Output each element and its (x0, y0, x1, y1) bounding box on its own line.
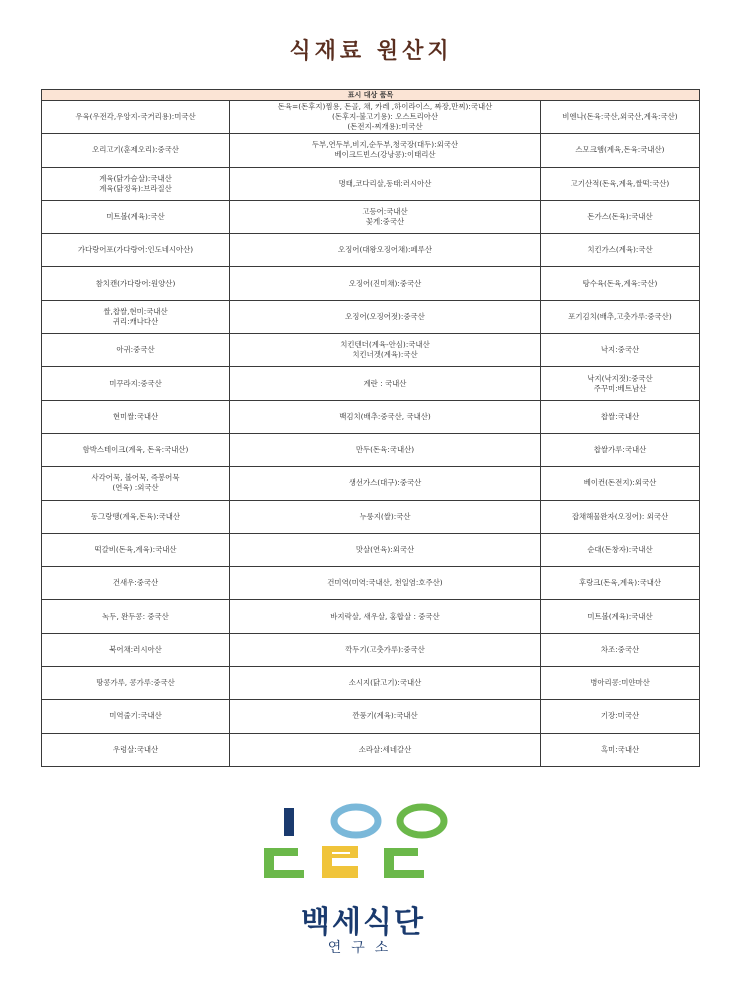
table-cell: 북어채:러시아산 (42, 633, 230, 666)
table-cell: 건미역(미역:국내산, 천일염:호주산) (230, 567, 541, 600)
table-cell: 미꾸라지:중국산 (42, 367, 230, 400)
table-cell: 우육(우전각,우앙지-국거리용):미국산 (42, 101, 230, 134)
table-cell: 떡갈비(돈육,계육):국내산 (42, 533, 230, 566)
table-cell: 오징어(오징어젓):중국산 (230, 300, 541, 333)
table-cell: 포기김치(배추,고춧가루:중국산) (541, 300, 700, 333)
table-cell: 건새우:중국산 (42, 567, 230, 600)
table-cell: 낙지:중국산 (541, 334, 700, 367)
table-cell: 고기산적(돈육,계육,쌀떡:국산) (541, 167, 700, 200)
table-cell: 깍두기(고춧가루):중국산 (230, 633, 541, 666)
table-cell: 찹쌀가루:국내산 (541, 433, 700, 466)
table-cell: 현미쌀:국내산 (42, 400, 230, 433)
table-cell: 돈육=(돈후지)찜용, 돈골, 채, 카레 ,하이라이스, 짜장,만찌):국내산 (돈후지-불고기용): 오스트리아산 (돈전지-찌개용):미국산 (230, 101, 541, 134)
logo-hangul-shape-1 (264, 848, 304, 878)
table-cell: 치킨텐더(계육-안심):국내산 치킨너겟(계육):국산 (230, 334, 541, 367)
table-cell: 맛살(연육):외국산 (230, 533, 541, 566)
table-row (42, 234, 700, 267)
table-cell: 탕수육(돈육,계육:국산) (541, 267, 700, 300)
table-row (42, 500, 700, 533)
table-cell: 미트볼(계육):국내산 (541, 600, 700, 633)
logo-hangul-shape-3 (384, 848, 424, 878)
table-row (42, 400, 700, 433)
table-cell: 순대(돈창자):국내산 (541, 533, 700, 566)
logo-brand: 백세식단 (301, 905, 425, 940)
table-cell: 찹쌀:국내산 (541, 400, 700, 433)
table-header: 표시 대상 품목 (42, 90, 700, 101)
table-row (42, 533, 700, 566)
table-cell: 차조:중국산 (541, 633, 700, 666)
table-cell: 계란 : 국내산 (230, 367, 541, 400)
table-cell: 깐풍기(계육):국내산 (230, 700, 541, 733)
logo-digit-one (284, 808, 294, 836)
table-cell: 함박스테이크(계육, 돈육:국내산) (42, 433, 230, 466)
table-cell: 땅콩가루, 콩가루:중국산 (42, 667, 230, 700)
table-cell: 사각어묵, 볼어묵, 즉봉어묵 (연육) :외국산 (42, 467, 230, 500)
table-cell: 동그랑땡(계육,돈육):국내산 (42, 500, 230, 533)
table-cell: 기장:미국산 (541, 700, 700, 733)
logo-number: 100 (363, 900, 365, 901)
table-row (42, 633, 700, 666)
table-cell: 참치캔(가다랑어:원양산) (42, 267, 230, 300)
table-body (42, 101, 700, 767)
logo-digit-zero-blue (334, 807, 378, 835)
table-row (42, 733, 700, 766)
table-cell: 후랑크(돈육,계육):국내산 (541, 567, 700, 600)
table-cell: 두부,연두부,비지,순두부,청국장(대두):외국산 베이크드빈스(강낭콩):이태리산 (230, 134, 541, 167)
table-cell: 만두(돈육:국내산) (230, 433, 541, 466)
table-row (42, 334, 700, 367)
table-row (42, 600, 700, 633)
table-row (42, 700, 700, 733)
logo-hangul-shape-2 (322, 846, 358, 878)
table-cell: 계육(닭가슴살):국내산 계육(닭정육):브라질산 (42, 167, 230, 200)
table-cell: 생선가스(대구):중국산 (230, 467, 541, 500)
table-cell: 소시지(닭고기):국내산 (230, 667, 541, 700)
table-row (42, 667, 700, 700)
table-row (42, 300, 700, 333)
table-row (42, 367, 700, 400)
table-cell: 비엔나(돈육:국산,외국산,계육:국산) (541, 101, 700, 134)
table-cell: 백김치(배추:중국산, 국내산) (230, 400, 541, 433)
origin-table (41, 89, 700, 767)
table-cell: 오징어(진미채):중국산 (230, 267, 541, 300)
logo (258, 800, 468, 956)
table-row (42, 433, 700, 466)
table-cell: 녹두, 완두콩: 중국산 (42, 600, 230, 633)
table-row (42, 134, 700, 167)
table-cell: 스모크햄(계육,돈육:국내산) (541, 134, 700, 167)
table-cell: 고등어:국내산 꽃게:중국산 (230, 200, 541, 233)
table-cell: 오징어(대왕오징어채):페루산 (230, 234, 541, 267)
table-cell: 누룽지(쌀):국산 (230, 500, 541, 533)
table-cell: 아귀:중국산 (42, 334, 230, 367)
table-cell: 명태,코다리살,동태:러시아산 (230, 167, 541, 200)
table-row (42, 267, 700, 300)
table-row (42, 101, 700, 134)
table-cell: 치킨가스(계육):국산 (541, 234, 700, 267)
table-cell: 가다랑어포(가다랑어:인도네시아산) (42, 234, 230, 267)
table-cell: 미트볼(계육):국산 (42, 200, 230, 233)
table-cell: 오리고기(훈제오리):중국산 (42, 134, 230, 167)
table-row (42, 200, 700, 233)
table-cell: 쌀,찹쌀,현미:국내산 귀리:캐나다산 (42, 300, 230, 333)
table-cell: 흑미:국내산 (541, 733, 700, 766)
table-cell: 돈가스(돈육):국내산 (541, 200, 700, 233)
table-row (42, 567, 700, 600)
table-row (42, 467, 700, 500)
table-cell: 베이컨(돈전지):외국산 (541, 467, 700, 500)
table-cell: 바지락살, 새우살, 홍합살 : 중국산 (230, 600, 541, 633)
table-cell: 미역줄기:국내산 (42, 700, 230, 733)
table-row (42, 167, 700, 200)
table-cell: 낙지(낙지젓):중국산 주꾸미:베트남산 (541, 367, 700, 400)
table-cell: 잡채해물완자(오징어): 외국산 (541, 500, 700, 533)
logo-digit-zero-green (400, 807, 444, 835)
table-cell: 소라살:세네갈산 (230, 733, 541, 766)
logo-mark (258, 800, 468, 910)
table-cell: 병아리콩:미얀마산 (541, 667, 700, 700)
table-cell: 우렁살:국내산 (42, 733, 230, 766)
page-title: 식재료 원산지 (289, 39, 453, 64)
logo-sub: 연구소 (327, 940, 399, 956)
